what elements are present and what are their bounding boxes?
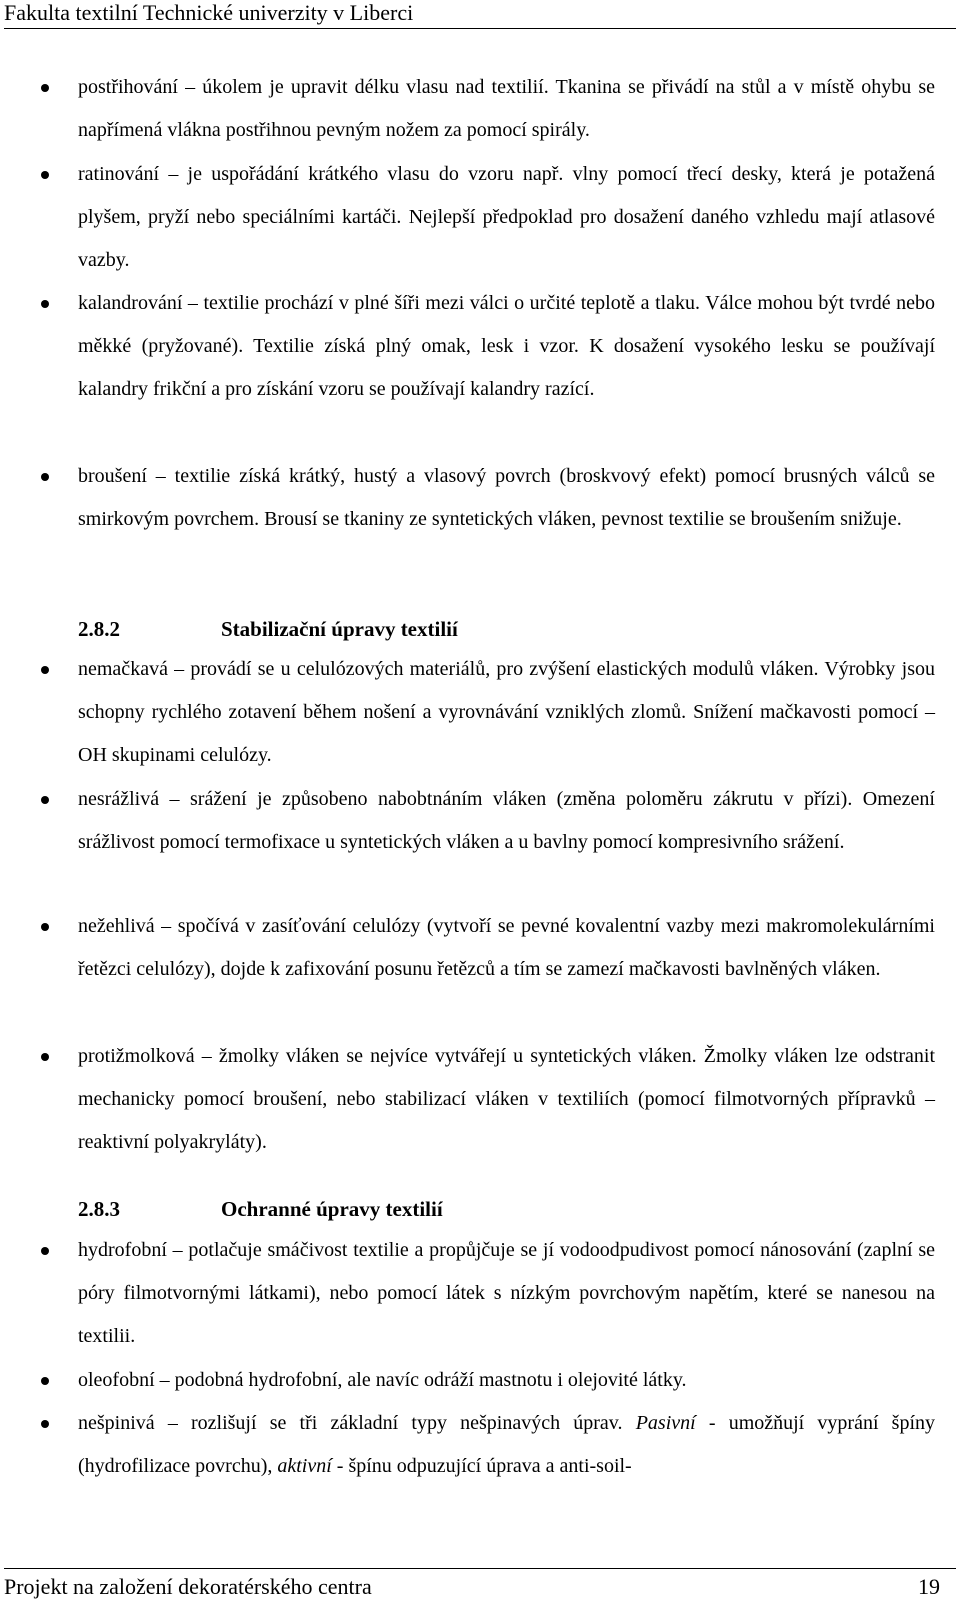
list-item-text: nežehlivá – spočívá v zasíťování celulózy (vytvoří se pevné kovalentní vazby mezi makromolekulárními řetězci celulózy), dojde k zafixování posunu řetězců a tím se zamezí mačkavosti bavlněných vláken. [78,915,935,980]
bullet-icon [41,171,49,179]
header-title: Fakulta textilní Technické univerzity v Liberci [4,0,414,25]
section-title: Stabilizační úpravy textilií [221,617,458,641]
list-item-text: nesrážlivá – srážení je způsobeno nabobtnáním vláken (změna poloměru zákrutu v přízi). Omezení srážlivost pomocí termofixace u syntetických vláken a u bavlny pomocí kompresivního srážení. [78,788,935,853]
footer-title: Projekt na založení dekoratérského centra [4,1574,372,1599]
list-item-text [78,1402,935,1488]
bullet-icon [41,1247,49,1255]
section-title: Ochranné úpravy textilií [221,1197,443,1221]
section-number: 2.8.3 [78,1197,120,1221]
bullet-icon [41,1420,49,1428]
text-run: nešpinivá – rozlišují se tři základní typy nešpinavých úprav. [78,1412,636,1434]
section-heading [78,614,458,644]
bullet-icon [41,796,49,804]
page-footer [4,1568,956,1603]
bullet-icon [41,1053,49,1061]
bullet-icon [41,923,49,931]
bullet-icon [41,666,49,674]
list-item-text: oleofobní – podobná hydrofobní, ale navíc odráží mastnotu i olejovité látky. [78,1369,687,1391]
italic-term: Pasivní [635,1412,696,1434]
page-number: 19 [918,1574,940,1599]
section-heading [78,1194,443,1224]
bullet-icon [41,300,49,308]
list-item-text: broušení – textilie získá krátký, hustý a vlasový povrch (broskvový efekt) pomocí brusných válců se smirkovým povrchem. Brousí se tkaniny ze syntetických vláken, pevnost textilie se broušením snižuje. [78,465,935,530]
text-run: - špínu odpuzující úprava a anti-soil- [331,1455,632,1477]
text-run: - umožňují vyprání špíny (hydrofilizace povrchu), [78,1412,936,1477]
list-item-text: hydrofobní – potlačuje smáčivost textilie a propůjčuje se jí vodoodpudivost pomocí nánosování (zaplní se póry filmotvornými látkami), nebo pomocí látek s nízkým povrchovým napětím, které se nanesou na textilii. [78,1239,935,1347]
section-number: 2.8.2 [78,617,120,641]
bullet-icon [41,473,49,481]
page-header [4,0,956,29]
italic-term: aktivní [277,1455,332,1477]
list-item-text: protižmolková – žmolky vláken se nejvíce vytvářejí u syntetických vláken. Žmolky vláken lze odstranit mechanicky pomocí broušení, nebo stabilizací vláken v textiliích (pomocí filmotvorných přípravků – reaktivní polyakryláty). [78,1045,935,1153]
list-item-text: kalandrování – textilie prochází v plné šíři mezi válci o určité teplotě a tlaku. Válce mohou být tvrdé nebo měkké (pryžované). Textilie získá plný omak, lesk i vzor. K dosažení vysokého lesku se používají kalandry frikční a pro získání vzoru se používají kalandry razící. [78,292,935,400]
bullet-icon [41,84,49,92]
list-item-text: ratinování – je uspořádání krátkého vlasu do vzoru např. vlny pomocí třecí desky, která je potažená plyšem, pryží nebo speciálními kartáči. Nejlepší předpoklad pro dosažení daného vzhledu mají atlasové vazby. [78,163,935,271]
bullet-icon [41,1377,49,1385]
list-item-text: nemačkavá – provádí se u celulózových materiálů, pro zvýšení elastických modulů vláken. Výrobky jsou schopny rychlého zotavení během nošení a vyrovnávání vzniklých zlomů. Snížení mačkavosti pomocí –OH skupinami celulózy. [78,658,935,766]
list-item-text: postřihování – úkolem je upravit délku vlasu nad textilií. Tkanina se přivádí na stůl a v místě ohybu se napřímená vlákna postřihnou pevným nožem za pomocí spirály. [78,76,935,141]
